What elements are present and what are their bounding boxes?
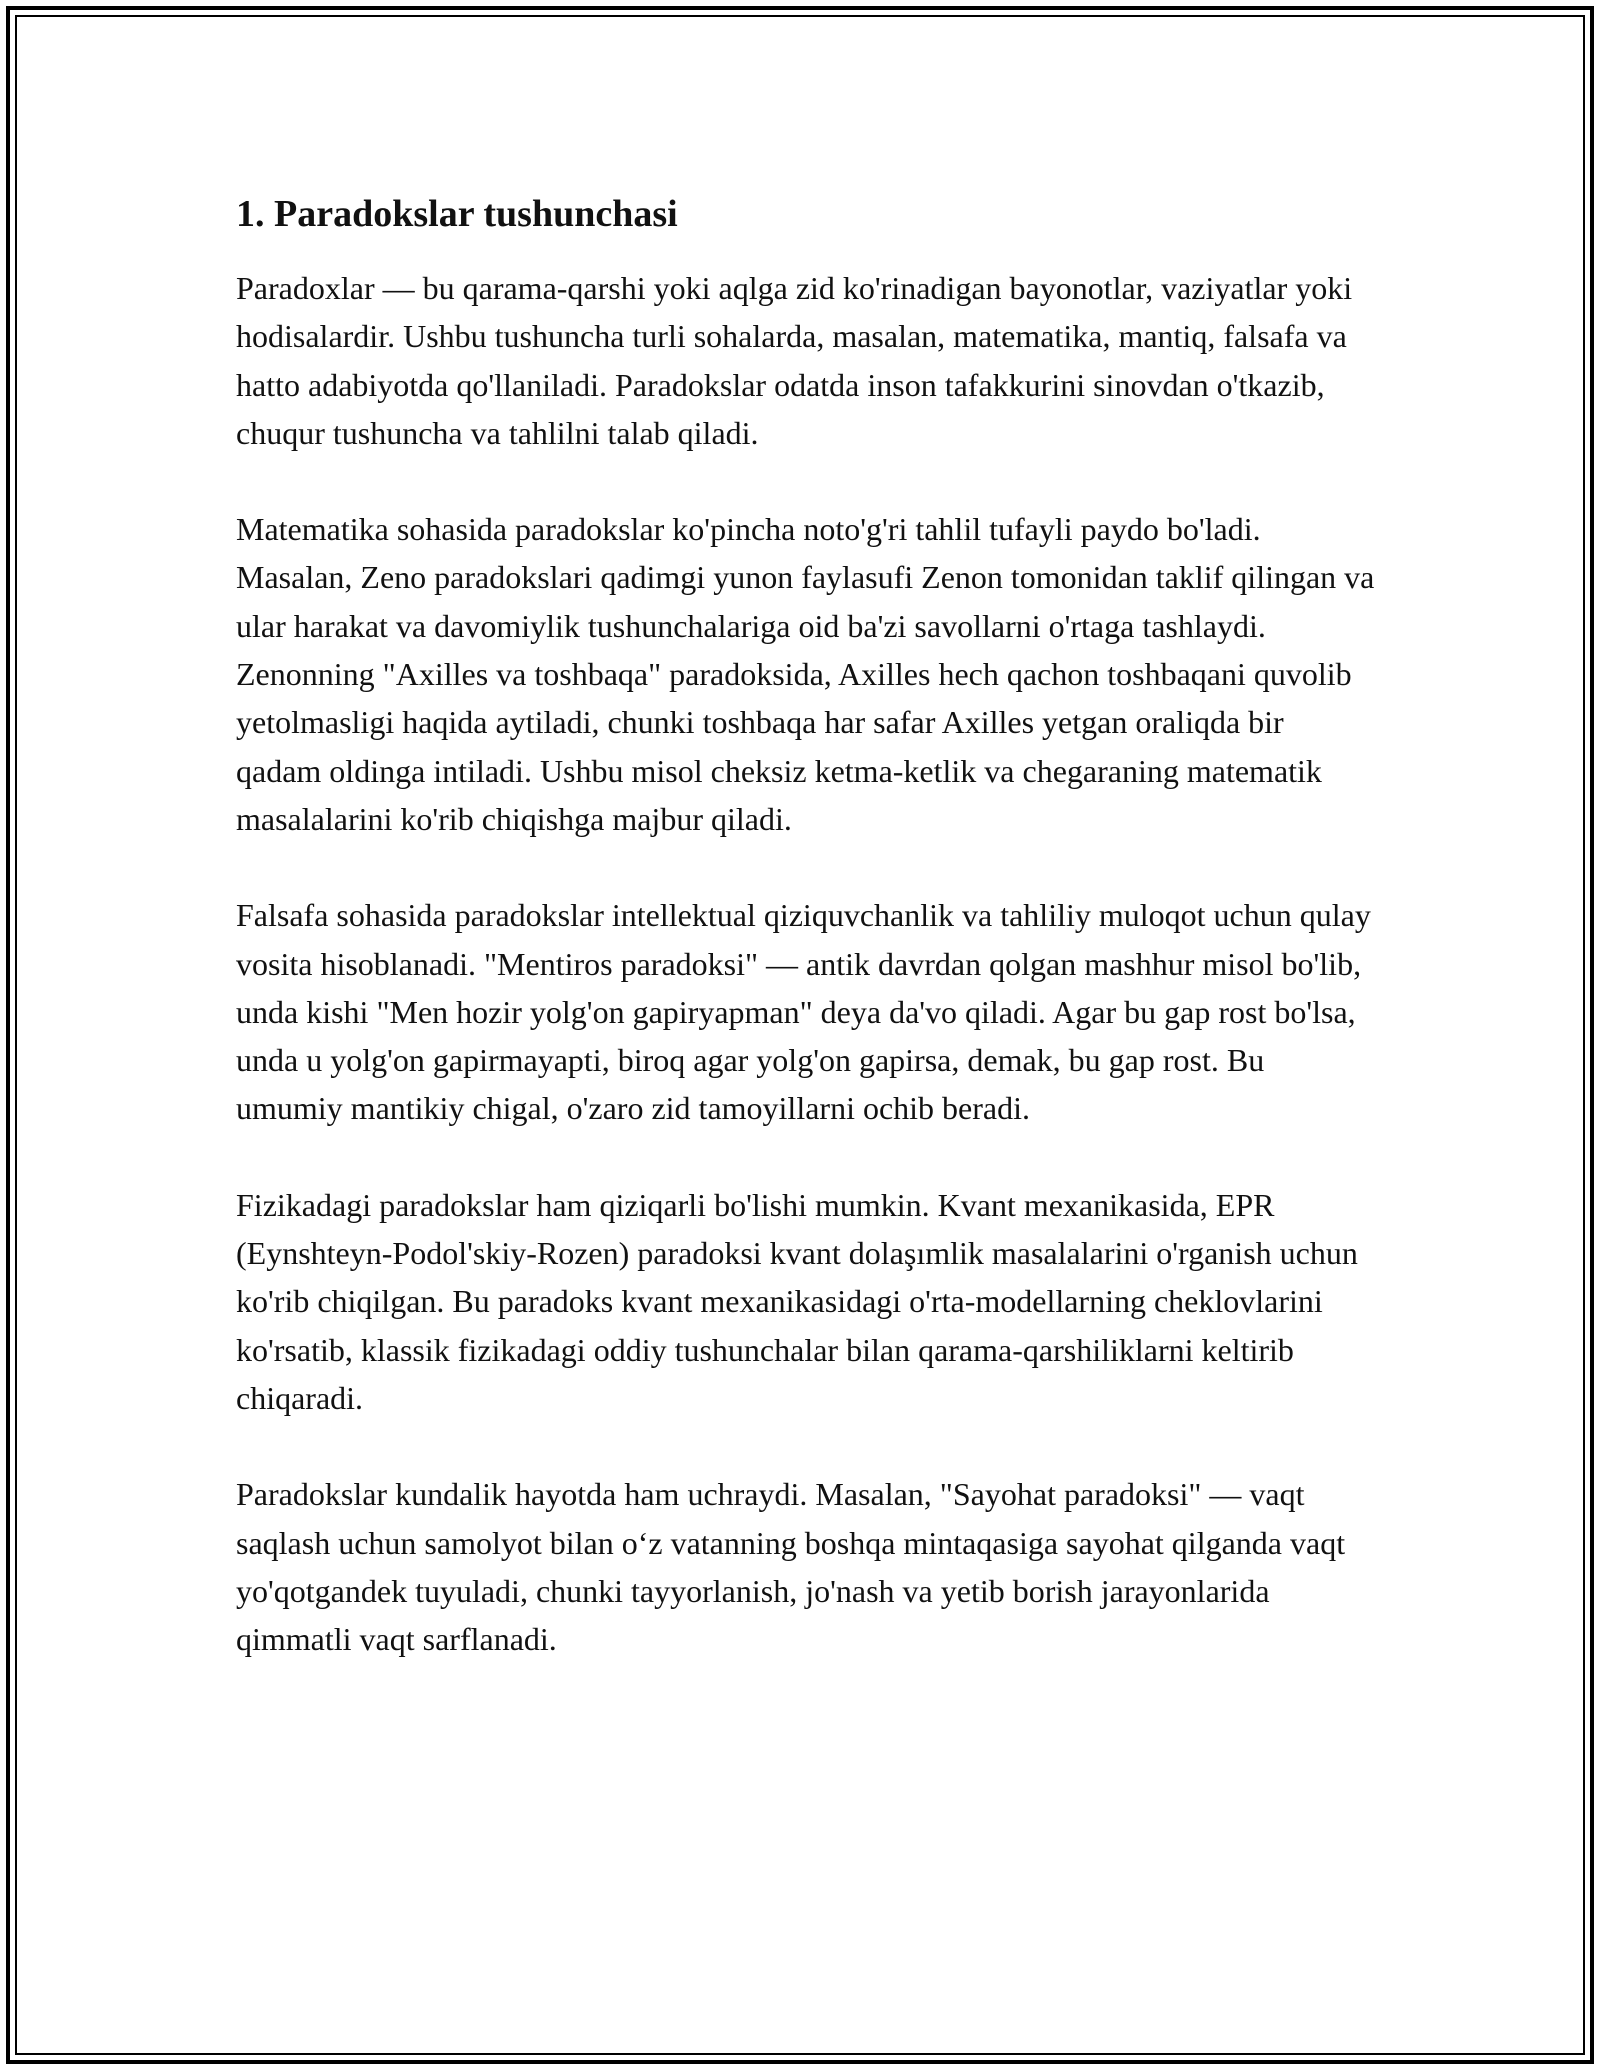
paragraph-intro: Paradoxlar — bu qarama-qarshi yoki aqlga zid ko'rinadigan bayonotlar, vaziyatlar yoki hodisalardir. Ushbu tushuncha turli sohalarda, masalan, matematika, mantiq, falsafa va hatto adabiyotda qo'llaniladi. Paradokslar odatda inson tafakkurini sinovdan o'tkazib, chuqur tushuncha va tahlilni talab qiladi. (236, 270, 1353, 451)
section-heading: 1. Paradokslar tushunchasi (236, 193, 678, 235)
document-body (236, 186, 1376, 1711)
paragraph-philosophy: Falsafa sohasida paradokslar intellektual qiziquvchanlik va tahliliy muloqot uchun qulay vosita hisoblanadi. "Mentiros paradoksi" — antik davrdan qolgan mashhur misol bo'lib, unda kishi "Men hozir yolg'on gapiryapman" deya da'vo qiladi. Agar bu gap rost bo'lsa, unda u yolg'on gapirmayapti, biroq agar yolg'on gapirsa, demak, bu gap rost. Bu umumiy mantikiy chigal, o'zaro zid tamoyillarni ochib beradi. (236, 897, 1371, 1127)
paragraph-physics: Fizikadagi paradokslar ham qiziqarli bo'lishi mumkin. Kvant mexanikasida, EPR (Eynshteyn-Podol'skiy-Rozen) paradoksi kvant dolaşımlik masalalarini o'rganish uchun ko'rib chiqilgan. Bu paradoks kvant mexanikasidagi o'rta-modellarning cheklovlarini ko'rsatib, klassik fizikadagi oddiy tushunchalar bilan qarama-qarshiliklarni keltirib chiqaradi. (236, 1186, 1358, 1416)
paragraph-mathematics: Matematika sohasida paradokslar ko'pincha noto'g'ri tahlil tufayli paydo bo'ladi. Masalan, Zeno paradokslari qadimgi yunon faylasufi Zenon tomonidan taklif qilingan va ular harakat va davomiylik tushunchalariga oid ba'zi savollarni o'rtaga tashlaydi. Zenonning "Axilles va toshbaqa" paradoksida, Axilles hech qachon toshbaqani quvolib yetolmasligi haqida aytiladi, chunki toshbaqa har safar Axilles yetgan oraliqda bir qadam oldinga intiladi. Ushbu misol cheksiz ketma-ketlik va chegaraning matematik masalalarini ko'rib chiqishga majbur qiladi. (236, 511, 1375, 837)
paragraph-everyday-life: Paradokslar kundalik hayotda ham uchraydi. Masalan, "Sayohat paradoksi" — vaqt saqlash uchun samolyot bilan o‘z vatanning boshqa mintaqasiga sayohat qilganda vaqt yo'qotgandek tuyuladi, chunki tayyorlanish, jo'nash va yetib borish jarayonlarida qimmatli vaqt sarflanadi. (236, 1476, 1346, 1658)
